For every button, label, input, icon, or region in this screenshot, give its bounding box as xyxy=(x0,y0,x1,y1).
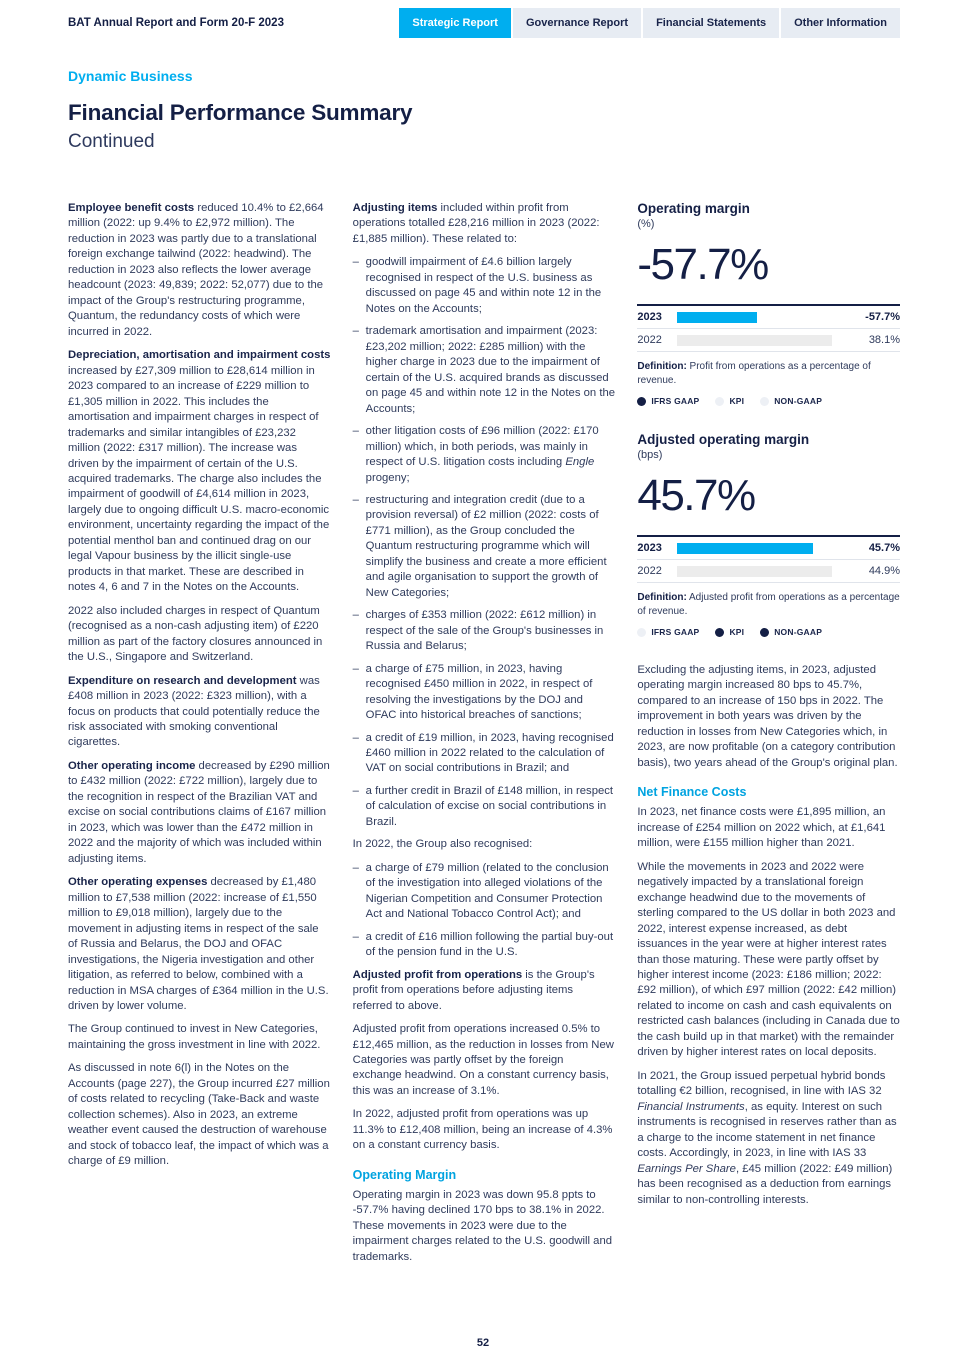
column-middle xyxy=(353,201,616,1273)
kpi-value: 45.7% xyxy=(868,542,901,554)
kpi-headline-value: 45.7% xyxy=(637,471,755,520)
page-number: 52 xyxy=(476,1337,490,1349)
kpi-bar-track xyxy=(677,335,858,346)
paragraph: In 2022, adjusted profit from operations was up 11.3% to £12,408 million, being an increase of 4.3% on a constant currency basis. xyxy=(352,1108,613,1152)
bullet-text: a charge of £75 million, in 2023, having recognised £450 million in 2022, in respect of resolving the investigations by the DOJ and OFAC into historical breaches of sanctions; xyxy=(365,662,593,722)
kpi-bar xyxy=(677,312,757,323)
paragraph: 2022 also included charges in respect of Quantum (recognised as a non-cash adjusting item) of £220 million as part of the factory closures announced in the U.S., Singapore and Switzerland. xyxy=(68,604,323,664)
bullet-text: charges of £353 million (2022: £612 million) in respect of the sale of the Group's businesses in Russia and Belarus; xyxy=(365,609,604,653)
bullet-text: a charge of £79 million (related to the conclusion of the investigation into alleged violations of the Nigerian Competition and Consumer Protection Act and National Tobacco Control Act); and xyxy=(365,861,609,921)
kpi-bar-chart xyxy=(637,304,900,352)
kpi-bar xyxy=(677,543,813,554)
legend-item: NON-GAAP xyxy=(760,396,822,406)
bullet-item xyxy=(353,930,616,961)
dash-marker: – xyxy=(352,609,359,622)
column-right-text xyxy=(637,663,900,1208)
legend-item: IFRS GAAP xyxy=(637,396,699,406)
kpi-bar-chart xyxy=(637,535,900,583)
paragraph: In 2022, the Group also recognised: xyxy=(352,838,533,851)
bullet-text: other litigation costs of £96 million (2022: £170 million) which, in both periods, was mainly in respect of U.S. litigation costs including Engle progeny; xyxy=(365,425,599,484)
kpi-card-operating-margin xyxy=(637,201,900,406)
legend-item: KPI xyxy=(715,396,744,406)
bullet-text: trademark amortisation and impairment (2023: £23,202 million; 2022: £285 million) with the higher charge in 2023 due to the impairment of certain of the U.S. acquired brands as discussed on page 45 and within note 12 in the Notes on the Accounts; xyxy=(365,325,616,415)
paragraph: Adjusted profit from operations increased 0.5% to £12,465 million, as the reduction in losses from New Categories was partly offset by the foreign exchange headwind. On a constant currency basis, this was an increase of 3.1%. xyxy=(352,1023,614,1097)
paragraph: Adjusting items included within profit from operations totalled £28,216 million in 2023 (2022: £1,885 million). These related to: xyxy=(352,202,600,245)
bullet-item xyxy=(353,608,616,654)
kpi-unit: (%) xyxy=(637,218,655,230)
paragraph: Employee benefit costs reduced 10.4% to £2,664 million (2022: up 9.4% to £2,972 million). The reduction in 2023 was partly due to a translational foreign exchange tailwind (2022: headwind). The reduction in 2023 also reflects the lower average headcount (2023: 49,839; 2022: 52,077) due to the impact of the Group's restructuring programme, Quantum, the redundancy costs of which were incurred in 2022. xyxy=(68,202,324,338)
tab-financial-statements[interactable]: Financial Statements xyxy=(643,8,779,38)
column-heading: Net Finance Costs xyxy=(637,785,747,800)
bullet-text: a credit of £16 million following the partial buy-out of the pension fund in the U.S. xyxy=(365,930,614,959)
bullet-item xyxy=(353,784,616,830)
dash-marker: – xyxy=(352,731,359,744)
kpi-definition: Definition: Adjusted profit from operations as a percentage of revenue. xyxy=(637,592,900,617)
kpi-year-label: 2023 xyxy=(637,542,662,554)
paragraph: As discussed in note 6(l) in the Notes on the Accounts (page 227), the Group incurred £27 million of costs related to recycling (Take-Back and waste collection schemes). Also in 2023, an extreme weather event caused the destruction of warehouse and stock of tobacco leaf, the impact of which was a charge of £9 million. xyxy=(68,1062,330,1168)
dash-marker: – xyxy=(352,784,359,797)
dash-marker: – xyxy=(352,256,359,269)
kpi-value: -57.7% xyxy=(865,311,901,323)
top-bar xyxy=(0,0,966,38)
legend-item: NON-GAAP xyxy=(760,627,822,637)
kpi-card-adjusted-operating-margin xyxy=(637,432,900,637)
kpi-bar-track xyxy=(677,543,858,554)
kpi-bar-row xyxy=(637,306,900,329)
paragraph: The Group continued to invest in New Categories, maintaining the gross investment in line with 2022. xyxy=(68,1023,321,1051)
legend-dot-icon xyxy=(760,628,769,637)
dash-marker: – xyxy=(352,662,359,675)
report-title: BAT Annual Report and Form 20-F 2023 xyxy=(68,17,284,29)
page-footer xyxy=(0,1337,966,1349)
kpi-title: Adjusted operating margin xyxy=(637,432,810,447)
dash-marker: – xyxy=(352,930,359,943)
page-header xyxy=(0,68,966,153)
bullet-text: goodwill impairment of £4.6 billion largely recognised in respect of the U.S. business as discussed on page 45 and within note 12 in the Notes on the Accounts; xyxy=(365,256,602,315)
kpi-title: Operating margin xyxy=(637,201,750,216)
paragraph: While the movements in 2023 and 2022 were negatively impacted by a translational foreign exchange headwind due to the movements of sterling compared to the US dollar in both 2023 and 2022, interest expense increased, as debt issuances in the year were at higher interest rates than those maturing. These were partly offset by higher interest income (2023: £186 million; 2022: £92 million), of which £97 million (2022: £42 million) related to income on cash and cash equivalents on restricted cash balances (including in Canada due to the cash build up in that market) with the remainder driven by higher interest rates on local deposits. xyxy=(637,860,900,1059)
bullet-item xyxy=(353,493,616,601)
kpi-bar-row xyxy=(637,537,900,560)
tab-strategic-report[interactable]: Strategic Report xyxy=(399,8,511,38)
kpi-value: 38.1% xyxy=(868,334,901,346)
legend-dot-icon xyxy=(760,397,769,406)
paragraph: Operating margin in 2023 was down 95.8 ppts to -57.7% having declined 170 bps to 38.1% in 2022. These movements in 2023 were due to the impairment charges related to the U.S. goodwill and trademarks. xyxy=(352,1188,613,1263)
paragraph: Other operating expenses decreased by £1,480 million to £7,538 million (2022: increase of £1,550 million to £9,018 million), largely due to the movement in adjusting items in respect of the sale of Russia and Belarus, the DOJ and OFAC investigations, the Nigeria investigation and other litigation, as referred to below, combined with a reduction in MSA charges of £364 million in the U.S. driven by lower volume. xyxy=(68,876,329,1012)
bullet-item xyxy=(353,324,616,417)
kpi-year-label: 2023 xyxy=(637,311,662,323)
section-tabs xyxy=(399,8,900,38)
dash-marker: – xyxy=(352,861,359,874)
paragraph: In 2023, net finance costs were £1,895 million, an increase of £254 million on 2022 which, at £1,641 million, were £155 million higher than 2021. xyxy=(637,806,886,850)
paragraph: Adjusted profit from operations is the Group's profit from operations before adjusting items referred to above. xyxy=(352,968,595,1012)
legend-dot-icon xyxy=(715,628,724,637)
kpi-bar-row xyxy=(637,560,900,583)
legend-item: IFRS GAAP xyxy=(637,627,699,637)
kpi-bar-row xyxy=(637,329,900,352)
legend-item: KPI xyxy=(715,627,744,637)
bullet-item xyxy=(353,731,616,777)
content-columns xyxy=(0,201,966,1273)
dash-marker: – xyxy=(352,493,359,506)
kpi-year-label: 2022 xyxy=(637,334,662,346)
legend-dot-icon xyxy=(715,397,724,406)
legend-dot-icon xyxy=(637,397,646,406)
paragraph: Excluding the adjusting items, in 2023, adjusted operating margin increased 80 bps to 45.7%, compared to an increase of 150 bps in 2022. The improvement in both years was driven by the reduction in losses from New Categories which, in 2023, are now profitable (on a category contribution basis), two years ahead of the Group's original plan. xyxy=(637,664,898,769)
tab-governance-report[interactable]: Governance Report xyxy=(513,8,641,38)
kpi-year-label: 2022 xyxy=(637,565,662,577)
bullet-list xyxy=(353,861,616,961)
bullet-list xyxy=(353,255,616,830)
paragraph: Depreciation, amortisation and impairment costs increased by £27,309 million to £28,614 million in 2023 compared to an increase of £229 million to £1,305 million in 2022. This includes the amortisation and impairment charges in respect of trademarks and similar intangibles of £23,232 million (2022: £317 million). The increase was driven by the impairment of certain of the U.S. acquired trademarks. The charge also includes the impairment of goodwill of £4,614 million in 2023, largely due to ongoing difficult U.S. macro-economic environment, uncertainty regarding the impact of the potential menthol ban and continued drag on our legal Vapour business by the illicit single-use products in that market. These are described in notes 4, 6 and 7 in the Notes on the Accounts. xyxy=(68,349,331,594)
dash-marker: – xyxy=(352,325,359,338)
kpi-bar-track xyxy=(677,312,855,323)
bullet-item xyxy=(353,424,616,486)
kpi-legend xyxy=(637,627,900,637)
bullet-item xyxy=(353,861,616,923)
bullet-text: a further credit in Brazil of £148 million, in respect of calculation of excise on social contributions in Brazil. xyxy=(365,784,614,828)
page-subtitle: Continued xyxy=(68,131,155,152)
page-title: Financial Performance Summary xyxy=(68,100,413,125)
tab-other-information[interactable]: Other Information xyxy=(781,8,900,38)
bullet-text: a credit of £19 million, in 2023, having recognised £460 million in 2022 related to the calculation of VAT on social contributions in Brazil; and xyxy=(365,731,614,775)
kpi-bar xyxy=(677,335,831,346)
paragraph: In 2021, the Group issued perpetual hybrid bonds totalling €2 billion, recognised, in line with IAS 32 Financial Instruments, as equity. Interest on such instruments is recognised in reserves rather than as a charge to the income statement in net finance costs. Accordingly, in 2023, in line with IAS 33 Earnings Per Share, £45 million (2022: £49 million) has been recognised as a deduction from earnings similar to non-controlling interests. xyxy=(637,1069,897,1206)
section-eyebrow: Dynamic Business xyxy=(68,68,193,84)
kpi-headline-value: -57.7% xyxy=(637,240,768,289)
column-right xyxy=(637,201,900,1273)
kpi-value: 44.9% xyxy=(868,565,901,577)
kpi-bar xyxy=(677,566,831,577)
paragraph: Other operating income decreased by £290 million to £432 million (2022: £722 million), largely due to the recognition in respect of the Brazilian VAT and excise on social contributions claims of £167 million in 2023, which was lower than the £472 million in 2022 and the majority of which was included within adjusting items. xyxy=(68,759,330,865)
bullet-item xyxy=(353,255,616,317)
kpi-bar-track xyxy=(677,566,858,577)
dash-marker: – xyxy=(352,425,359,438)
column-heading: Operating Margin xyxy=(352,1167,457,1182)
bullet-item xyxy=(353,662,616,724)
bullet-text: restructuring and integration credit (due to a provision reversal) of £2 million (2022: costs of £771 million), as the Group concluded the Quantum restructuring programme which will simplify the business and create a more efficient and agile organisation to support the growth of New Categories; xyxy=(365,493,607,599)
kpi-legend xyxy=(637,396,900,406)
legend-dot-icon xyxy=(637,628,646,637)
kpi-unit: (bps) xyxy=(637,449,663,461)
kpi-definition: Definition: Profit from operations as a percentage of revenue. xyxy=(637,361,871,386)
paragraph: Expenditure on research and development was £408 million in 2023 (2022: £323 million), with a focus on products that could potentially reduce the risk associated with smoking conventional cigarettes. xyxy=(68,674,320,749)
column-left xyxy=(68,201,331,1273)
